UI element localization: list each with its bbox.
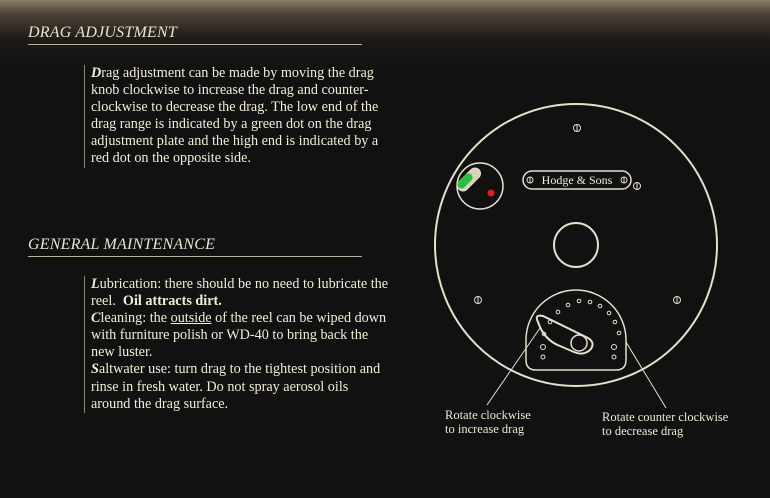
general-maintenance-heading: GENERAL MAINTENANCE	[28, 236, 362, 257]
screw-icon	[541, 355, 545, 359]
lubrication-warning: Oil attracts dirt.	[122, 293, 222, 310]
high-drag-red-dot	[488, 190, 495, 197]
cleaning-text-2: of the reel can be wiped down with furniture polish or WD-40 to bring back the new luster.	[91, 310, 387, 361]
dropcap: S	[91, 361, 99, 378]
drag-adjustment-body: rag adjustment can be made by moving the drag knob clockwise to increase the drag and counter-clockwise to decrease the drag. The low end of the drag range is indicated by a green dot on the drag adjustment plate and the high end is indicated by a red dot on the opposite side.	[91, 65, 379, 167]
screw-icon	[541, 345, 546, 350]
caption-line: to decrease drag	[602, 424, 684, 438]
saltwater-text: altwater use: turn drag to the tightest position and rinse in fresh water. Do not spray aerosol oils around the drag surface.	[91, 361, 381, 412]
lubrication-text: ubrication: there should be no need to lubricate the reel.	[91, 276, 389, 310]
reel-center-hole	[554, 223, 598, 267]
caption-line: to increase drag	[445, 422, 525, 436]
drag-knob-assembly[interactable]	[526, 290, 626, 370]
brand-label: Hodge & Sons	[541, 173, 613, 187]
cleaning-underlined: outside	[170, 310, 212, 327]
dropcap: C	[91, 310, 101, 327]
reel-outline	[435, 104, 717, 386]
dropcap: D	[91, 65, 102, 81]
screw-icon	[612, 345, 617, 350]
drag-knob-hub	[571, 335, 587, 351]
screw-icon	[612, 355, 616, 359]
drag-scale-dots	[542, 299, 621, 336]
caption-line: Rotate counter clockwise	[602, 410, 729, 424]
screws	[475, 125, 681, 304]
drag-indicator-plate	[455, 163, 503, 209]
leader-line-left	[487, 328, 540, 405]
drag-adjustment-heading: DRAG ADJUSTMENT	[28, 24, 362, 45]
dropcap: L	[91, 276, 100, 292]
caption-line: Rotate clockwise	[445, 408, 531, 422]
cleaning-text-1: leaning: the	[100, 310, 171, 327]
caption-clockwise	[445, 408, 531, 436]
caption-counter-clockwise	[602, 410, 728, 438]
